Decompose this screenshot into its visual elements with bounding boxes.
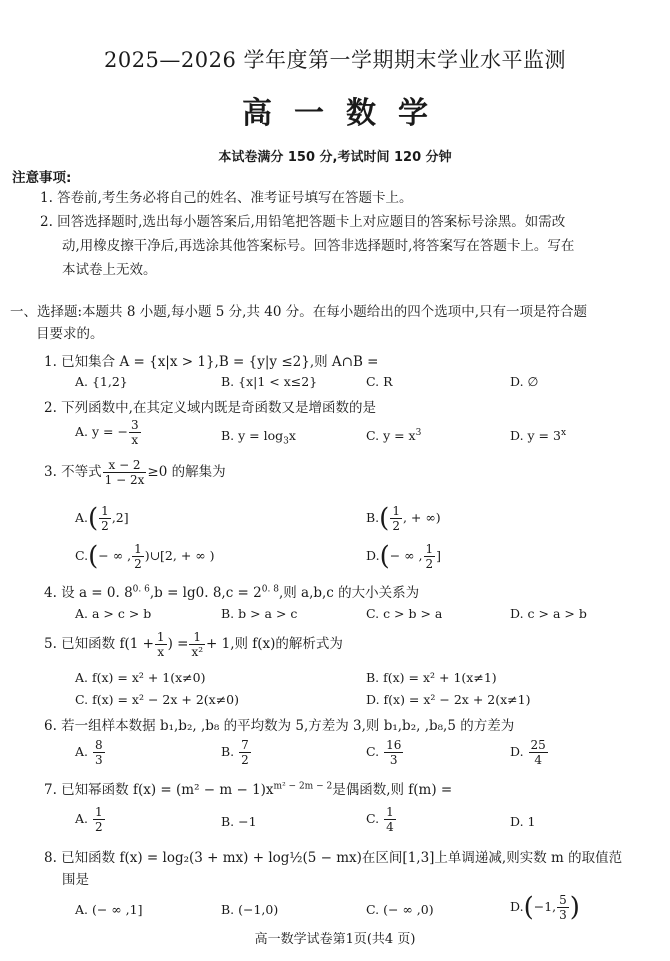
exam-info: 本试卷满分 150 分,考试时间 120 分钟 (218, 150, 452, 165)
question-6-stem: 6. 若一组样本数据 b₁,b₂, ,b₈ 的平均数为 5,方差为 3,则 b₁,b₂, ,b₈,5 的方差为 (44, 718, 515, 734)
q1-option-d: D. ∅ (510, 374, 539, 389)
subject-title: 高一数学 (242, 96, 450, 131)
q2-option-d: D. $y = 3^x$ (510, 428, 567, 444)
q4-option-b: B. b > a > c (221, 606, 298, 621)
q1-option-a: A. {1,2} (75, 374, 128, 389)
q3-option-d: D.(− ∞ , $\frac{1}{2}$ ] (366, 541, 442, 572)
q7-option-b: B. −1 (221, 814, 257, 829)
q8-option-c: C. (− ∞ ,0) (366, 902, 434, 917)
fraction: $\frac{3}{x}$ (130, 418, 139, 447)
q3-option-a: A.( $\frac{1}{2}$ ,2] (75, 503, 129, 534)
note-line: 2. 回答选择题时,选出每小题答案后,用铅笔把答题卡上对应题目的答案标号涂黑。如需改 (40, 214, 566, 230)
question-5-stem: 5. 已知函数 f(1 + $\frac{1}{x}$ ) = $\frac{1}{\text{x²}}$ + 1,则 f(x)的解析式为 (44, 630, 343, 659)
question-8-stem: 8. 已知函数 f(x) = log₂(3 + mx) + log½(5 − mx)在区间[1,3]上单调递减,则实数 m 的取值范 (44, 850, 623, 866)
q5-option-d: D. f(x) = x² − 2x + 2(x≠1) (366, 692, 531, 707)
q2-option-c: C. $y = x^3$ (366, 428, 422, 444)
note-line: 动,用橡皮擦干净后,再选涂其他答案标号。回答非选择题时,将答案写在答题卡上。写在 (62, 238, 575, 254)
q1-option-c: C. R (366, 374, 393, 389)
question-8-stem-cont: 围是 (62, 872, 89, 888)
notes-heading: 注意事项: (12, 170, 72, 186)
q5-option-a: A. f(x) = x² + 1(x≠0) (75, 670, 206, 685)
exam-title: 2025—2026 学年度第一学期期末学业水平监测 (103, 48, 567, 72)
section-heading: 一、选择题:本题共 8 小题,每小题 5 分,共 40 分。在每小题给出的四个选项中,只有一项是符合题 (10, 304, 588, 320)
question-3-stem: 3. 不等式 $\frac{x - 2}{1 - 2x}$ ≥0 的解集为 (44, 458, 226, 487)
note-line: 1. 答卷前,考生务必将自己的姓名、准考证号填写在答题卡上。 (40, 190, 413, 206)
section-heading-cont: 目要求的。 (36, 326, 104, 342)
q6-option-d: D. $\frac{25}{4}$ (510, 738, 546, 767)
q2-option-a: A. y = − $\frac{3}{x}$ (75, 418, 139, 447)
q6-option-c: C. $\frac{16}{3}$ (366, 738, 402, 767)
fraction: $\frac{x - 2}{1 - 2x}$ (104, 458, 145, 487)
page-footer: 高一数学试卷第1页(共4 页) (254, 932, 416, 947)
note-line: 本试卷上无效。 (62, 262, 157, 278)
question-7-stem: 7. 已知幂函数 $f(x) = (m^2 - m - 1)x^{m^2 - 2m - 2}$是偶函数,则 f(m) = (44, 781, 453, 798)
q6-option-a: A. $\frac{8}{3}$ (75, 738, 103, 767)
q4-option-d: D. c > a > b (510, 606, 587, 621)
q3-option-c: C.(− ∞ , $\frac{1}{2}$ )∪[2, + ∞ ) (75, 541, 215, 572)
q6-option-b: B. $\frac{7}{2}$ (221, 738, 249, 767)
q7-option-c: C. $\frac{1}{4}$ (366, 805, 394, 834)
q8-option-b: B. (−1,0) (221, 902, 279, 917)
q5-option-c: C. f(x) = x² − 2x + 2(x≠0) (75, 692, 240, 707)
q7-option-a: A. $\frac{1}{2}$ (75, 805, 103, 834)
q4-option-c: C. c > b > a (366, 606, 443, 621)
question-2-stem: 2. 下列函数中,在其定义域内既是奇函数又是增函数的是 (44, 400, 376, 416)
q8-option-d: D.(−1, $\frac{5}{3}$ ) (510, 892, 580, 923)
q8-option-a: A. (− ∞ ,1] (75, 902, 143, 917)
q2-option-b: B. $y = \log_3x$ (221, 428, 296, 447)
q3-option-b: B.( $\frac{1}{2}$ , + ∞) (366, 503, 441, 534)
question-4-stem: 4. 设 a = 0. $8^{0. 6},b = \lg 0$. $8,c = 2^{0. 8}$,则 a,b,c 的大小关系为 (44, 584, 420, 601)
q1-option-b: B. {x|1 < x≤2} (221, 374, 318, 389)
q4-option-a: A. a > c > b (75, 606, 152, 621)
question-1-stem: 1. 已知集合 A = {x|x > 1},B = {y|y ≤2},则 A∩B = (44, 354, 379, 370)
q7-option-d: D. 1 (510, 814, 536, 829)
q5-option-b: B. f(x) = x² + 1(x≠1) (366, 670, 497, 685)
